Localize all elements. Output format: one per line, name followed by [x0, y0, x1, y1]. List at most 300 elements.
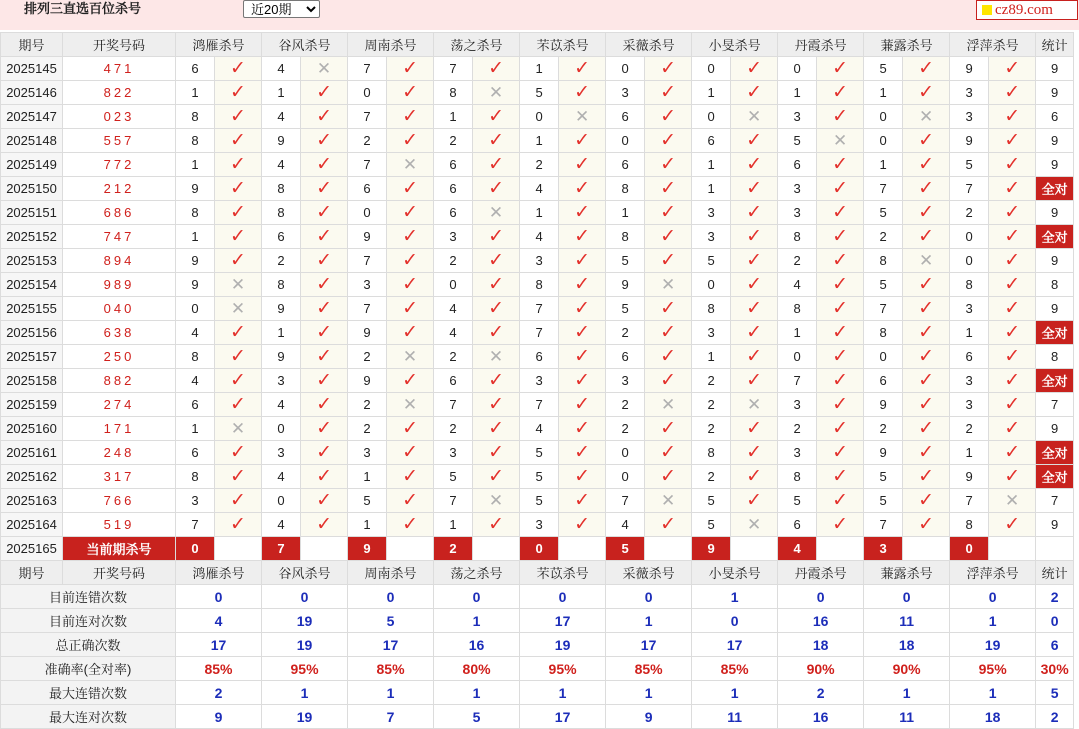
kill-result-cell [473, 153, 520, 177]
kill-result-cell [559, 417, 606, 441]
check-icon: ✓ [660, 369, 677, 391]
check-icon: ✓ [832, 273, 849, 295]
kill-number: 2 [606, 417, 645, 441]
cross-icon: ✕ [230, 274, 246, 294]
kill-number: 3 [778, 177, 817, 201]
kill-result-cell [301, 57, 348, 81]
kill-result-cell [645, 153, 692, 177]
kill-number: 5 [606, 249, 645, 273]
header-stat: 统计 [1036, 33, 1074, 57]
kill-number: 7 [864, 177, 903, 201]
cross-icon: ✕ [316, 58, 332, 78]
header-expert-2: 谷风杀号 [262, 33, 348, 57]
check-icon: ✓ [316, 105, 332, 127]
check-icon: ✓ [230, 177, 246, 199]
check-icon: ✓ [402, 201, 418, 223]
table-row [1, 105, 1074, 129]
stats-value: 0 [778, 585, 864, 609]
check-icon: ✓ [574, 57, 591, 79]
kill-number: 3 [692, 201, 731, 225]
check-icon: ✓ [832, 225, 849, 247]
kill-result-cell [989, 57, 1036, 81]
kill-result-cell [387, 225, 434, 249]
check-icon: ✓ [402, 129, 418, 151]
kill-number: 2 [348, 129, 387, 153]
kill-number: 5 [520, 489, 559, 513]
check-icon: ✓ [230, 369, 246, 391]
stats-label: 目前连错次数 [1, 585, 176, 609]
kill-result-cell [731, 81, 778, 105]
header-issue: 期号 [1, 33, 63, 57]
all-correct-badge: 全对 [1036, 177, 1074, 201]
kill-number: 1 [864, 153, 903, 177]
kill-result-cell [903, 393, 950, 417]
kill-result-cell [817, 273, 864, 297]
site-logo[interactable] [976, 0, 1078, 20]
kill-number: 9 [348, 225, 387, 249]
kill-result-cell [731, 489, 778, 513]
check-icon: ✓ [574, 417, 591, 439]
kill-result-cell [817, 177, 864, 201]
stats-value: 80% [434, 657, 520, 681]
kill-result-cell [903, 321, 950, 345]
check-icon: ✓ [746, 345, 763, 367]
issue-number: 2025151 [1, 201, 63, 225]
cross-icon: ✕ [230, 418, 246, 438]
check-icon: ✓ [1004, 297, 1021, 319]
stats-value: 0 [520, 585, 606, 609]
kill-result-cell [473, 177, 520, 201]
header-expert-4: 荡之杀号 [434, 33, 520, 57]
kill-number: 4 [262, 153, 301, 177]
kill-result-cell [989, 153, 1036, 177]
kill-number: 4 [778, 273, 817, 297]
kill-result-cell [989, 177, 1036, 201]
kill-result-cell [731, 273, 778, 297]
check-icon: ✓ [746, 441, 763, 463]
kill-result-cell [215, 129, 262, 153]
stats-value: 1 [692, 585, 778, 609]
check-icon: ✓ [574, 465, 591, 487]
kill-result-cell [817, 369, 864, 393]
current-kill-number: 9 [348, 537, 387, 561]
kill-result-cell [903, 297, 950, 321]
kill-number: 9 [950, 465, 989, 489]
header-expert-3: 周南杀号 [348, 561, 434, 585]
kill-number: 6 [950, 345, 989, 369]
stats-value: 1 [692, 681, 778, 705]
kill-number: 8 [176, 345, 215, 369]
kill-number: 6 [434, 201, 473, 225]
kill-result-cell [559, 273, 606, 297]
cross-icon: ✕ [919, 250, 934, 270]
kill-result-cell [645, 273, 692, 297]
kill-number: 2 [348, 417, 387, 441]
stats-value: 11 [864, 609, 950, 633]
check-icon: ✓ [230, 489, 246, 511]
check-icon: ✓ [832, 81, 849, 103]
check-icon: ✓ [574, 321, 591, 343]
draw-number: 317 [63, 465, 176, 489]
kill-result-cell [817, 513, 864, 537]
check-icon: ✓ [1004, 129, 1021, 151]
stats-value: 19 [262, 633, 348, 657]
table-row [1, 321, 1074, 345]
kill-number: 7 [864, 513, 903, 537]
stats-value: 17 [520, 609, 606, 633]
kill-result-cell [559, 345, 606, 369]
check-icon: ✓ [316, 513, 332, 535]
kill-number: 4 [520, 177, 559, 201]
issue-number: 2025162 [1, 465, 63, 489]
stats-value: 1 [950, 609, 1036, 633]
kill-number: 1 [520, 201, 559, 225]
kill-number: 9 [950, 57, 989, 81]
check-icon: ✓ [230, 225, 246, 247]
kill-number: 3 [606, 81, 645, 105]
kill-number: 5 [692, 513, 731, 537]
kill-result-cell [645, 129, 692, 153]
kill-result-cell [301, 201, 348, 225]
table-row [1, 81, 1074, 105]
kill-result-cell [559, 153, 606, 177]
current-kill-number: 0 [176, 537, 215, 561]
issue-number: 2025163 [1, 489, 63, 513]
check-icon: ✓ [660, 417, 677, 439]
header-expert-3: 周南杀号 [348, 33, 434, 57]
kill-number: 9 [606, 273, 645, 297]
check-icon: ✓ [402, 81, 418, 103]
stats-value: 6 [1036, 633, 1074, 657]
check-icon: ✓ [230, 201, 246, 223]
check-icon: ✓ [488, 249, 505, 271]
stats-value: 0 [950, 585, 1036, 609]
stats-value: 0 [262, 585, 348, 609]
kill-number: 4 [520, 225, 559, 249]
kill-number: 8 [520, 273, 559, 297]
kill-result-cell [817, 57, 864, 81]
kill-number: 9 [348, 321, 387, 345]
check-icon: ✓ [574, 249, 591, 271]
kill-result-cell [731, 57, 778, 81]
kill-number: 6 [692, 129, 731, 153]
kill-number: 0 [950, 225, 989, 249]
check-icon: ✓ [1004, 513, 1021, 535]
kill-result-cell [215, 249, 262, 273]
cross-icon: ✕ [488, 82, 504, 102]
kill-result-cell [903, 225, 950, 249]
kill-result-cell [559, 249, 606, 273]
kill-result-cell [301, 273, 348, 297]
kill-result-cell [473, 465, 520, 489]
check-icon: ✓ [230, 249, 246, 271]
issue-number: 2025156 [1, 321, 63, 345]
check-icon: ✓ [574, 129, 591, 151]
cross-icon: ✕ [746, 394, 762, 414]
issue-number: 2025161 [1, 441, 63, 465]
kill-result-cell [731, 153, 778, 177]
stats-value: 30% [1036, 657, 1074, 681]
cross-icon: ✕ [488, 490, 504, 510]
kill-number: 3 [950, 81, 989, 105]
kill-number: 5 [864, 201, 903, 225]
current-kill-spacer [903, 537, 950, 561]
kill-number: 2 [692, 369, 731, 393]
check-icon: ✓ [230, 465, 246, 487]
kill-number: 1 [520, 129, 559, 153]
kill-number: 5 [864, 273, 903, 297]
kill-number: 7 [864, 297, 903, 321]
kill-result-cell [215, 177, 262, 201]
kill-result-cell [645, 201, 692, 225]
kill-result-cell [817, 465, 864, 489]
kill-result-cell [817, 81, 864, 105]
kill-result-cell [903, 441, 950, 465]
kill-number: 3 [778, 201, 817, 225]
kill-result-cell [817, 441, 864, 465]
check-icon: ✓ [660, 345, 677, 367]
kill-number: 8 [176, 201, 215, 225]
kill-result-cell [903, 249, 950, 273]
kill-number: 8 [692, 441, 731, 465]
stats-row [1, 705, 1074, 729]
kill-result-cell [903, 489, 950, 513]
kill-number: 3 [950, 393, 989, 417]
kill-result-cell [645, 393, 692, 417]
check-icon: ✓ [574, 201, 591, 223]
kill-result-cell [473, 441, 520, 465]
header-row [1, 33, 1074, 57]
check-icon: ✓ [746, 153, 763, 175]
kill-result-cell [387, 129, 434, 153]
kill-result-cell [817, 153, 864, 177]
kill-result-cell [301, 297, 348, 321]
kill-result-cell [387, 153, 434, 177]
kill-number: 1 [950, 441, 989, 465]
kill-number: 2 [692, 465, 731, 489]
header-expert-1: 鸿雁杀号 [176, 561, 262, 585]
current-period-row [1, 537, 1074, 561]
kill-result-cell [559, 81, 606, 105]
kill-result-cell [473, 129, 520, 153]
stats-value: 0 [348, 585, 434, 609]
draw-number: 248 [63, 441, 176, 465]
kill-number: 8 [864, 321, 903, 345]
kill-number: 2 [348, 345, 387, 369]
kill-result-cell [473, 201, 520, 225]
stats-value: 16 [778, 705, 864, 729]
header-draw: 开奖号码 [63, 561, 176, 585]
stats-value: 18 [778, 633, 864, 657]
kill-result-cell [989, 345, 1036, 369]
kill-result-cell [215, 417, 262, 441]
kill-result-cell [989, 249, 1036, 273]
kill-number: 7 [434, 489, 473, 513]
stat-count: 6 [1036, 105, 1074, 129]
kill-result-cell [559, 369, 606, 393]
kill-result-cell [645, 225, 692, 249]
check-icon: ✓ [918, 369, 935, 391]
check-icon: ✓ [746, 321, 763, 343]
kill-result-cell [387, 417, 434, 441]
check-icon: ✓ [918, 201, 935, 223]
stats-label: 最大连对次数 [1, 705, 176, 729]
kill-result-cell [473, 513, 520, 537]
draw-number: 686 [63, 201, 176, 225]
check-icon: ✓ [918, 441, 935, 463]
kill-result-cell [301, 105, 348, 129]
kill-number: 5 [778, 489, 817, 513]
check-icon: ✓ [230, 321, 246, 343]
top-bar [0, 0, 1079, 30]
check-icon: ✓ [402, 369, 418, 391]
kill-result-cell [215, 105, 262, 129]
kill-number: 6 [262, 225, 301, 249]
check-icon: ✓ [1004, 441, 1021, 463]
kill-result-cell [731, 465, 778, 489]
kill-result-cell [645, 465, 692, 489]
kill-number: 0 [692, 105, 731, 129]
kill-number: 4 [434, 321, 473, 345]
kill-number: 0 [692, 57, 731, 81]
kill-result-cell [215, 321, 262, 345]
kill-result-cell [473, 81, 520, 105]
kill-result-cell [473, 345, 520, 369]
check-icon: ✓ [402, 489, 418, 511]
kill-number: 5 [864, 465, 903, 489]
check-icon: ✓ [746, 297, 763, 319]
draw-number: 882 [63, 369, 176, 393]
kill-number: 5 [520, 465, 559, 489]
kill-result-cell [989, 465, 1036, 489]
draw-number: 822 [63, 81, 176, 105]
check-icon: ✓ [918, 225, 935, 247]
kill-number: 2 [950, 417, 989, 441]
draw-number: 519 [63, 513, 176, 537]
stats-value: 1 [864, 681, 950, 705]
kill-result-cell [301, 177, 348, 201]
kill-number: 1 [692, 81, 731, 105]
kill-result-cell [387, 57, 434, 81]
kill-result-cell [559, 225, 606, 249]
kill-number: 2 [434, 129, 473, 153]
check-icon: ✓ [660, 321, 677, 343]
kill-result-cell [645, 105, 692, 129]
kill-number: 3 [520, 369, 559, 393]
kill-number: 1 [950, 321, 989, 345]
check-icon: ✓ [402, 225, 418, 247]
check-icon: ✓ [746, 201, 763, 223]
kill-number: 5 [864, 489, 903, 513]
header-expert-6: 采薇杀号 [606, 33, 692, 57]
current-kill-number: 7 [262, 537, 301, 561]
kill-number: 6 [348, 177, 387, 201]
current-kill-number: 4 [778, 537, 817, 561]
kill-number: 0 [606, 465, 645, 489]
table-row [1, 393, 1074, 417]
cross-icon: ✕ [488, 202, 504, 222]
stats-value: 19 [520, 633, 606, 657]
kill-result-cell [301, 345, 348, 369]
kill-result-cell [645, 321, 692, 345]
issue-number: 2025147 [1, 105, 63, 129]
kill-number: 7 [348, 57, 387, 81]
kill-number: 0 [348, 201, 387, 225]
check-icon: ✓ [1004, 465, 1021, 487]
kill-result-cell [731, 297, 778, 321]
kill-result-cell [387, 321, 434, 345]
kill-number: 5 [950, 153, 989, 177]
logo-square-icon [982, 5, 992, 15]
table-row [1, 177, 1074, 201]
stats-value: 85% [606, 657, 692, 681]
kill-result-cell [473, 225, 520, 249]
kill-number: 6 [434, 177, 473, 201]
check-icon: ✓ [230, 441, 246, 463]
kill-result-cell [215, 345, 262, 369]
kill-number: 8 [262, 273, 301, 297]
kill-result-cell [903, 129, 950, 153]
check-icon: ✓ [832, 441, 849, 463]
issue-number: 2025157 [1, 345, 63, 369]
all-correct-badge: 全对 [1036, 369, 1074, 393]
kill-result-cell [731, 513, 778, 537]
kill-number: 1 [606, 201, 645, 225]
check-icon: ✓ [574, 489, 591, 511]
period-select[interactable] [243, 0, 320, 18]
kill-result-cell [817, 129, 864, 153]
stats-value: 0 [434, 585, 520, 609]
kill-number: 2 [692, 417, 731, 441]
stats-value: 16 [778, 609, 864, 633]
table-row [1, 345, 1074, 369]
kill-result-cell [473, 393, 520, 417]
kill-number: 5 [606, 297, 645, 321]
kill-number: 5 [692, 489, 731, 513]
issue-number: 2025160 [1, 417, 63, 441]
check-icon: ✓ [832, 417, 849, 439]
kill-result-cell [817, 345, 864, 369]
kill-result-cell [215, 273, 262, 297]
kill-result-cell [473, 297, 520, 321]
issue-number: 2025159 [1, 393, 63, 417]
table-row [1, 297, 1074, 321]
kill-number: 3 [520, 249, 559, 273]
current-kill-number: 0 [950, 537, 989, 561]
kill-number: 5 [692, 249, 731, 273]
kill-number: 7 [520, 393, 559, 417]
kill-number: 8 [606, 225, 645, 249]
check-icon: ✓ [660, 249, 677, 271]
check-icon: ✓ [574, 177, 591, 199]
cross-icon: ✕ [488, 346, 504, 366]
kill-number: 1 [434, 513, 473, 537]
stats-value: 0 [1036, 609, 1074, 633]
kill-result-cell [645, 249, 692, 273]
stats-value: 19 [950, 633, 1036, 657]
kill-result-cell [215, 393, 262, 417]
kill-result-cell [301, 369, 348, 393]
check-icon: ✓ [832, 249, 849, 271]
kill-result-cell [645, 81, 692, 105]
check-icon: ✓ [574, 297, 591, 319]
stats-value: 18 [864, 633, 950, 657]
kill-result-cell [301, 129, 348, 153]
kill-result-cell [817, 417, 864, 441]
check-icon: ✓ [488, 177, 505, 199]
check-icon: ✓ [316, 345, 332, 367]
kill-number: 8 [262, 201, 301, 225]
